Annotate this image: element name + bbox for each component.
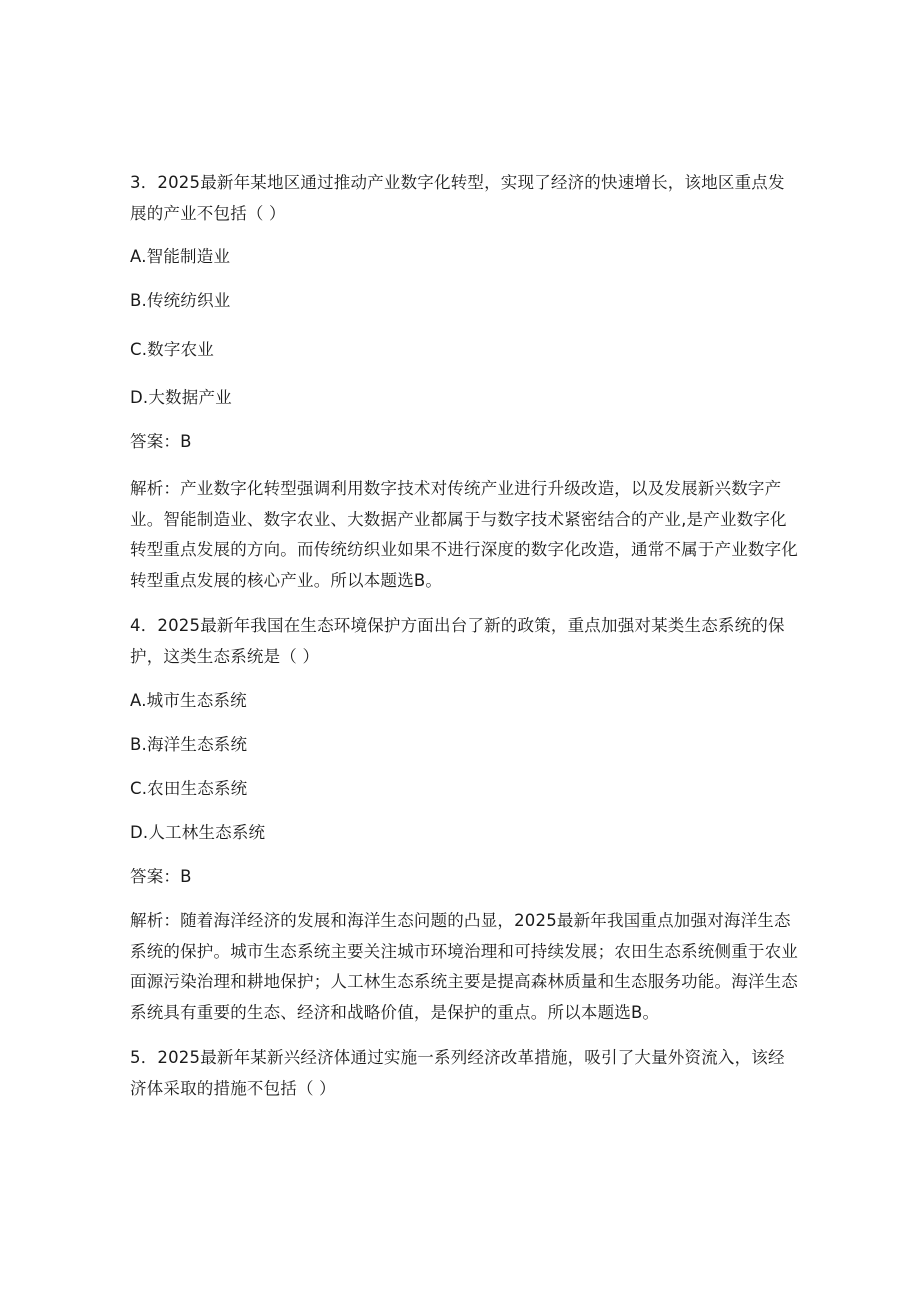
question-4-option-c: C.农田生态系统	[130, 779, 248, 798]
question-4-option-a: A.城市生态系统	[130, 691, 247, 710]
question-4-answer: 答案：B	[130, 867, 192, 886]
question-4-option-b: B.海洋生态系统	[130, 735, 248, 754]
question-3-option-a: A.智能制造业	[130, 247, 231, 266]
question-5-stem: 5．2025最新年某新兴经济体通过实施一系列经济改革措施，吸引了大量外资流入，该经济体采取的措施不包括（ ）	[130, 1048, 785, 1098]
question-3-option-c: C.数字农业	[130, 340, 214, 359]
question-3-answer: 答案：B	[130, 432, 192, 451]
question-3-analysis: 解析：产业数字化转型强调利用数字技术对传统产业进行升级改造，以及发展新兴数字产业。智能制造业、数字农业、大数据产业都属于与数字技术紧密结合的产业,是产业数字化转型重点发展的方向。而传统纺织业如果不进行深度的数字化改造，通常不属于产业数字化转型重点发展的核心产业。所以本题选B。	[130, 479, 798, 590]
question-3-stem: 3．2025最新年某地区通过推动产业数字化转型，实现了经济的快速增长，该地区重点发展的产业不包括（ ）	[130, 173, 785, 223]
question-4-option-d: D.人工林生态系统	[130, 823, 266, 842]
question-3-option-b: B.传统纺织业	[130, 291, 231, 310]
question-4-stem: 4．2025最新年我国在生态环境保护方面出台了新的政策，重点加强对某类生态系统的保护，这类生态系统是（ ）	[130, 616, 785, 666]
question-4-analysis: 解析：随着海洋经济的发展和海洋生态问题的凸显，2025最新年我国重点加强对海洋生态系统的保护。城市生态系统主要关注城市环境治理和可持续发展；农田生态系统侧重于农业面源污染治理和耕地保护；人工林生态系统主要是提高森林质量和生态服务功能。海洋生态系统具有重要的生态、经济和战略价值，是保护的重点。所以本题选B。	[130, 911, 798, 1022]
question-3-option-d: D.大数据产业	[130, 388, 232, 407]
